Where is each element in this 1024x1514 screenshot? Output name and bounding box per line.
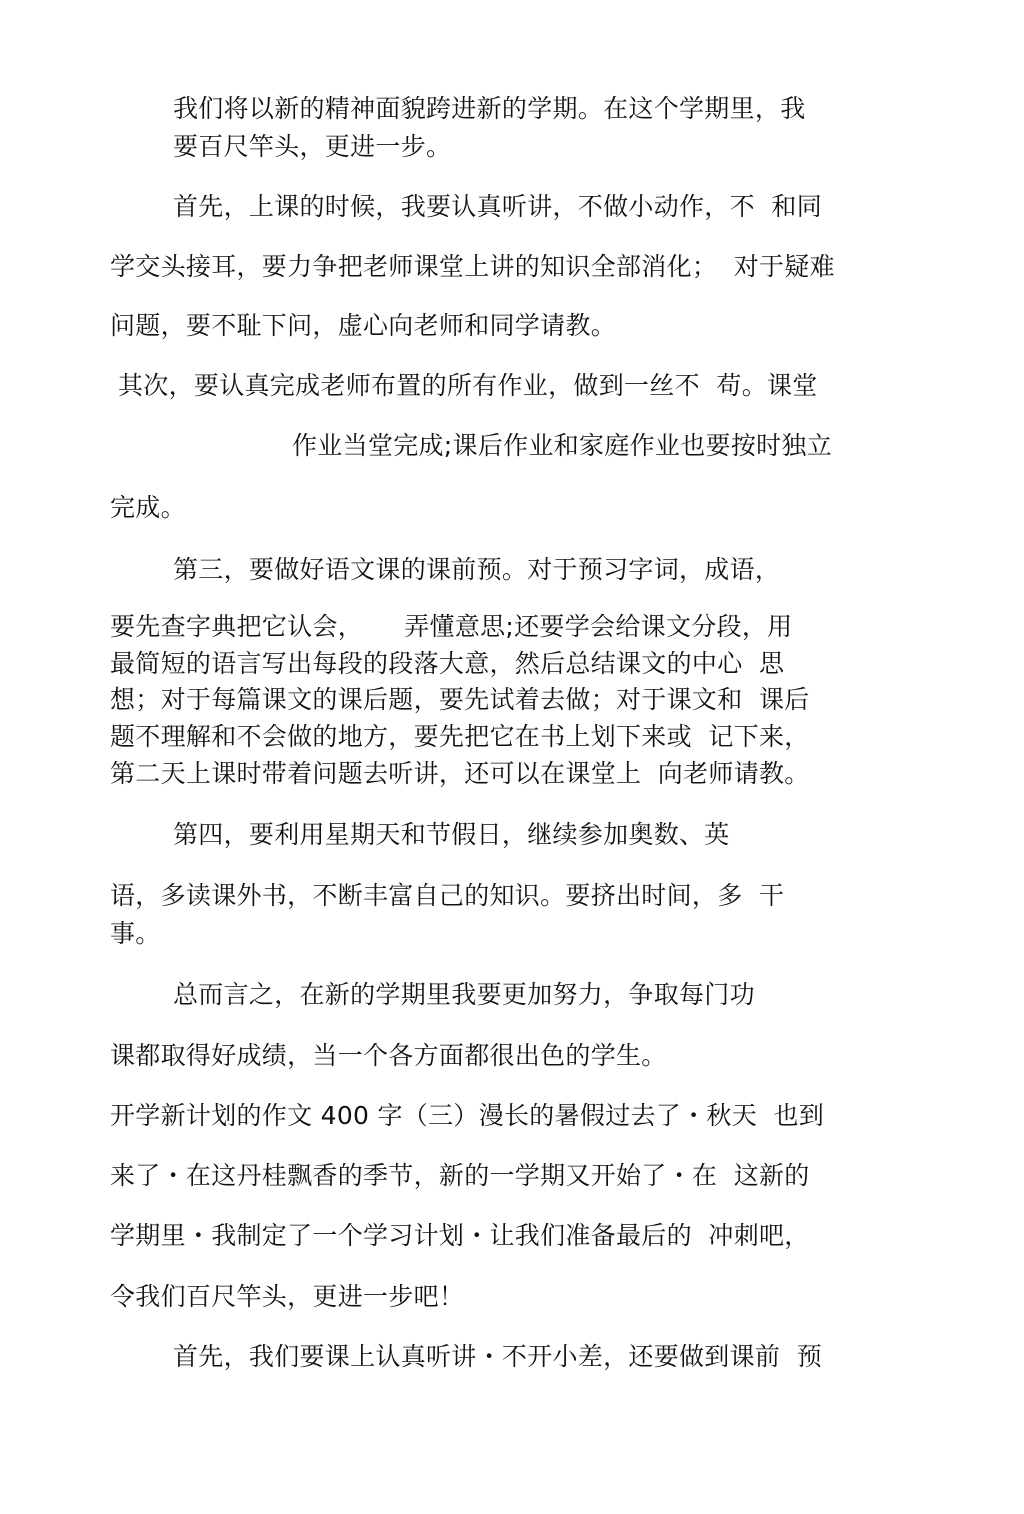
text-line: 课都取得好成绩，当一个各方面都很出色的学生。 bbox=[110, 1041, 667, 1070]
text-line: 语，多读课外书，不断丰富自己的知识。要挤出时间，多 干 bbox=[110, 881, 785, 910]
text-line: 作业当堂完成;课后作业和家庭作业也要按时独立 bbox=[292, 431, 833, 460]
text-line: 想；对于每篇课文的课后题，要先试着去做；对于课文和 课后 bbox=[110, 685, 810, 714]
text-line: 首先，上课的时候，我要认真听讲，不做小动作，不 和同 bbox=[173, 192, 822, 221]
text-line: 事。 bbox=[110, 919, 161, 948]
text-line: 第三，要做好语文课的课前预。对于预习字词，成语， bbox=[173, 555, 781, 584]
text-line: 第四，要利用星期天和节假日，继续参加奥数、英 bbox=[173, 820, 730, 849]
text-line: 来了・在这丹桂飘香的季节，新的一学期又开始了・在 这新的 bbox=[110, 1161, 810, 1190]
text-line: 要百尺竿头，更进一步。 bbox=[173, 132, 452, 161]
text-line: 第二天上课时带着问题去听讲，还可以在课堂上 向老师请教。 bbox=[110, 759, 810, 788]
text-line: 开学新计划的作文 400 字（三）漫长的暑假过去了・秋天 也到 bbox=[110, 1101, 825, 1130]
text-line: 最简短的语言写出每段的段落大意，然后总结课文的中心 思 bbox=[110, 649, 785, 678]
text-line: 总而言之，在新的学期里我要更加努力，争取每门功 bbox=[173, 980, 755, 1009]
text-line: 要先查字典把它认会， 弄懂意思;还要学会给课文分段，用 bbox=[110, 612, 793, 641]
text-line: 令我们百尺竿头，更进一步吧！ bbox=[110, 1282, 465, 1311]
text-line: 其次，要认真完成老师布置的所有作业，做到一丝不 苟。课堂 bbox=[118, 371, 818, 400]
text-line: 我们将以新的精神面貌跨进新的学期。在这个学期里，我 bbox=[173, 94, 806, 123]
text-line: 题不理解和不会做的地方，要先把它在书上划下来或 记下来， bbox=[110, 722, 810, 751]
text-line: 首先，我们要课上认真听讲・不开小差，还要做到课前 预 bbox=[173, 1342, 822, 1371]
text-line: 问题，要不耻下问，虚心向老师和同学请教。 bbox=[110, 311, 617, 340]
text-line: 完成。 bbox=[110, 493, 186, 522]
text-line: 学交头接耳，要力争把老师课堂上讲的知识全部消化； 对于疑难 bbox=[110, 252, 835, 281]
text-line: 学期里・我制定了一个学习计划・让我们准备最后的 冲刺吧， bbox=[110, 1221, 810, 1250]
